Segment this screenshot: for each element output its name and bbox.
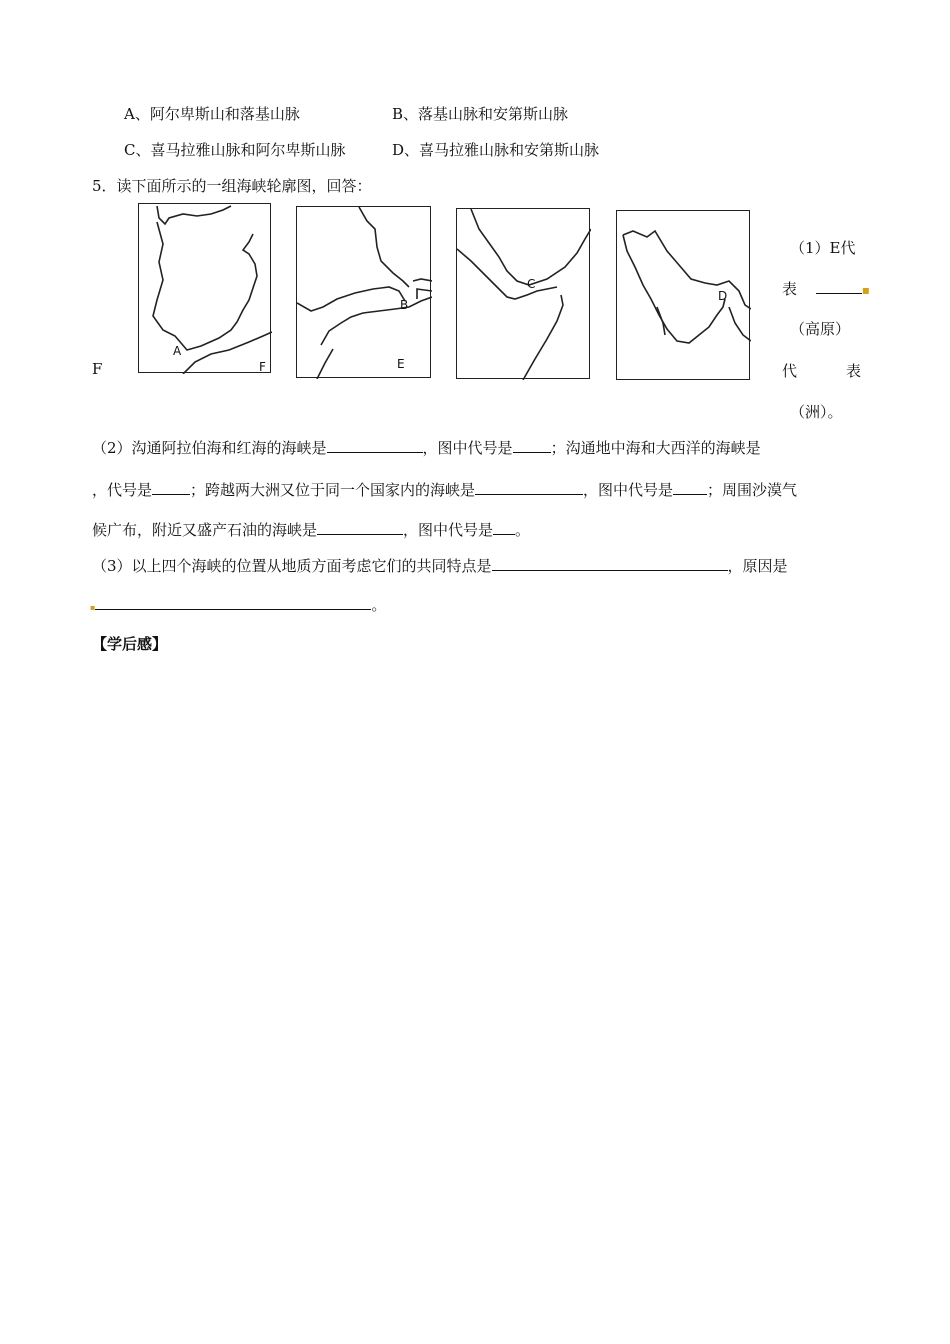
part2-line-3 — [92, 519, 530, 540]
option-b: B、落基山脉和安第斯山脉 — [392, 105, 569, 123]
map-gibraltar — [138, 203, 271, 373]
part2-text-1c: ；沟通地中海和大西洋的海峡是 — [550, 439, 761, 457]
answer-blank-arabian-red-strait[interactable] — [327, 438, 423, 453]
map-hormuz-outline — [617, 211, 751, 381]
part2-text-2a: ，代号是 — [92, 481, 153, 499]
side-line-4b: 表 — [846, 362, 862, 380]
part3-text-1b: ，原因是 — [727, 557, 788, 575]
answer-blank-code-2[interactable] — [152, 480, 190, 495]
f-label: F — [92, 360, 103, 378]
part2-text-2c: ，图中代号是 — [583, 481, 674, 499]
map-label-c: C — [527, 277, 536, 291]
part2-text-3c: 。 — [515, 521, 531, 539]
answer-blank-code-1[interactable] — [513, 438, 551, 453]
answer-blank-two-continent-strait[interactable] — [475, 480, 583, 495]
part2-text-3a: 候广布，附近又盛产石油的海峡是 — [92, 521, 318, 539]
part3-line-2 — [90, 594, 386, 615]
question-5-stem: 5．读下面所示的一组海峡轮廓图，回答： — [92, 177, 372, 195]
answer-blank-oil-strait[interactable] — [317, 520, 403, 535]
part3-text-1a: （3）以上四个海峡的位置从地质方面考虑它们的共同特点是 — [92, 557, 492, 575]
part2-text-1a: （2）沟通阿拉伯海和红海的海峡是 — [92, 439, 327, 457]
map-label-d: D — [718, 289, 728, 303]
map-bosporus-outline — [297, 207, 432, 379]
part2-text-3b: ，图中代号是 — [403, 521, 494, 539]
part2-text-2d: ；周围沙漠气 — [707, 481, 798, 499]
map-bab-el-mandeb — [456, 208, 590, 379]
option-c: C、喜马拉雅山脉和阿尔卑斯山脉 — [124, 141, 346, 159]
map-label-f: F — [259, 360, 266, 374]
part3-line-1 — [92, 555, 788, 576]
side-line-2-prefix: 表 — [782, 280, 798, 298]
map-label-a: A — [173, 344, 182, 358]
part2-text-2b: ；跨越两大洲又位于同一个国家内的海峡是 — [190, 481, 476, 499]
answer-blank-e-plateau[interactable] — [816, 279, 862, 294]
map-label-e: E — [397, 357, 405, 371]
part2-text-1b: ，图中代号是 — [422, 439, 513, 457]
map-bab-el-mandeb-outline — [457, 209, 591, 380]
orange-mark: ▪ — [861, 283, 870, 297]
answer-blank-code-4[interactable] — [493, 520, 515, 535]
answer-blank-common-feature[interactable] — [492, 556, 728, 571]
orange-mark-2: ▪ — [90, 603, 96, 612]
map-bosporus — [296, 206, 431, 378]
side-line-5: （洲）。 — [790, 403, 843, 421]
side-line-1: （1）E代 — [790, 239, 856, 257]
part3-text-2: 。 — [371, 596, 387, 614]
side-line-2 — [782, 278, 870, 299]
part2-line-1 — [92, 437, 761, 458]
option-d: D、喜马拉雅山脉和安第斯山脉 — [392, 141, 600, 159]
option-a: A、阿尔卑斯山和落基山脉 — [124, 105, 300, 123]
side-line-3: （高原） — [790, 320, 851, 338]
side-line-4a: 代 — [782, 362, 798, 380]
part2-line-2 — [92, 479, 797, 500]
answer-blank-code-3[interactable] — [673, 480, 707, 495]
answer-blank-reason[interactable] — [95, 595, 371, 610]
map-label-b: B — [400, 298, 409, 312]
map-gibraltar-outline — [139, 204, 272, 374]
map-hormuz — [616, 210, 750, 380]
section-heading-reflection: 【学后感】 — [92, 635, 168, 653]
